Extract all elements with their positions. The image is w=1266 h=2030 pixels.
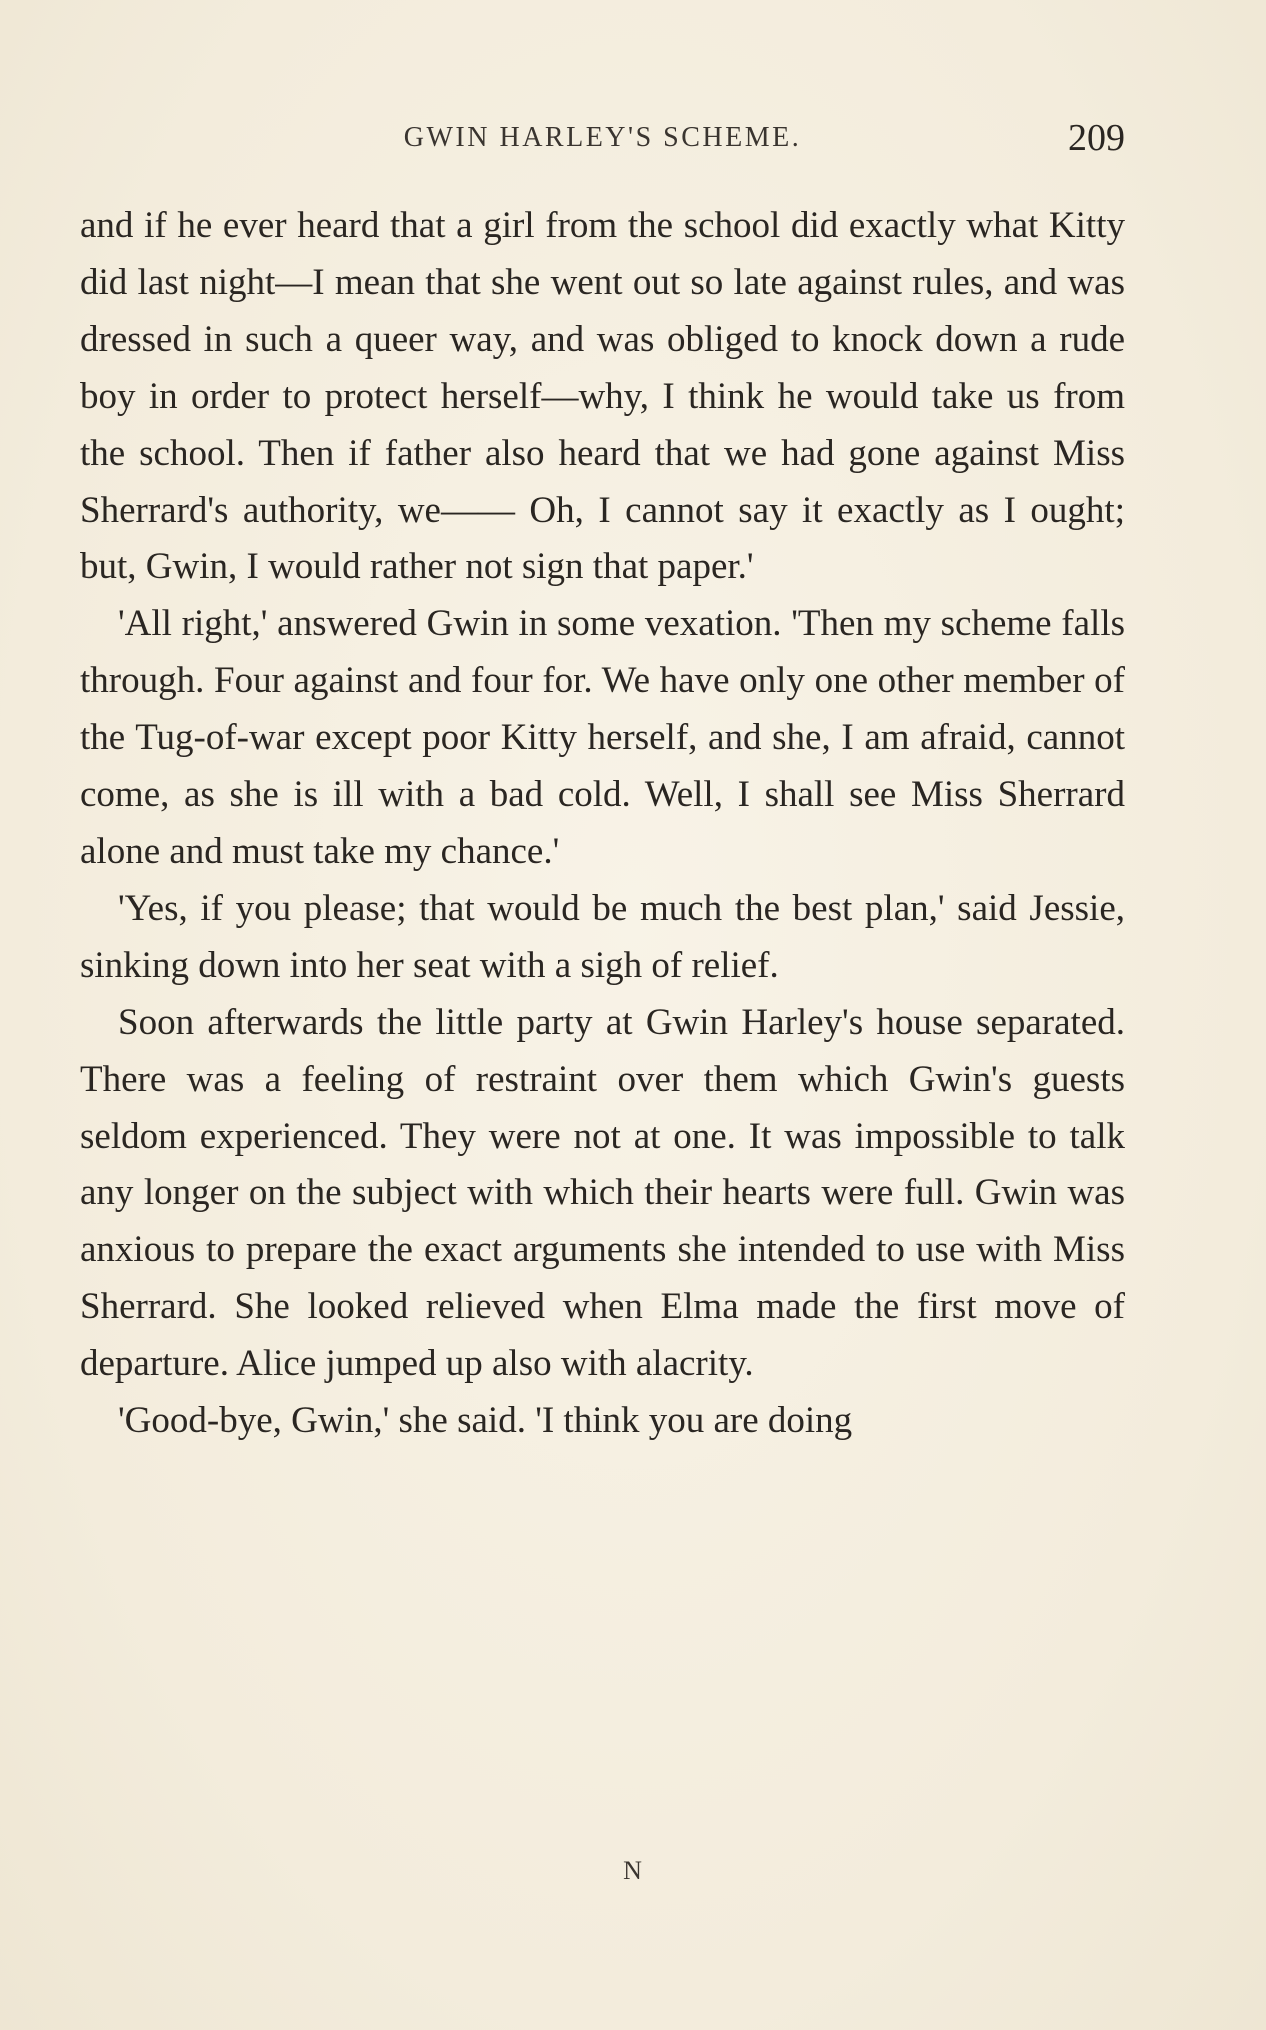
signature-mark: N bbox=[623, 1856, 643, 1885]
paragraph-4: Soon afterwards the little party at Gwin Harley's house separated. There was a feeling of restraint over them which Gwin's guests seldom experienced. They were not at one. It was impossible to talk any longer on the subject with which their hearts were full. Gwin was anxious to prepare the exact arguments she intended to use with Miss Sherrard. She looked relieved when Elma made the first move of departure. Alice jumped up also with alacrity. bbox=[80, 1001, 1125, 1385]
paragraph-3: 'Yes, if you please; that would be much the best plan,' said Jessie, sinking down into her seat with a sigh of relief. bbox=[80, 887, 1125, 986]
paragraph-2: 'All right,' answered Gwin in some vexation. 'Then my scheme falls through. Four against and four for. We have only one other member of the Tug-of-war except poor Kitty herself, and she, I am afraid, cannot come, as she is ill with a bad cold. Well, I shall see Miss Sherrard alone and must take my chance.' bbox=[80, 603, 1125, 872]
body-text bbox=[80, 198, 1125, 1450]
page-header bbox=[80, 116, 1125, 168]
running-head: GWIN HARLEY'S SCHEME. bbox=[403, 122, 802, 153]
paragraph-5: 'Good-bye, Gwin,' she said. 'I think you are doing bbox=[118, 1400, 853, 1442]
page-number: 209 bbox=[1068, 117, 1125, 159]
paragraph-1: and if he ever heard that a girl from the school did exactly what Kitty did last night—I mean that she went out so late against rules, and was dressed in such a queer way, and was obliged to knock down a rude boy in order to protect herself—why, I think he would take us from the school. Then if father also heard that we had gone against Miss Sherrard's authority, we—— Oh, I cannot say it exactly as I ought; but, Gwin, I would rather not sign that paper.' bbox=[80, 205, 1125, 588]
